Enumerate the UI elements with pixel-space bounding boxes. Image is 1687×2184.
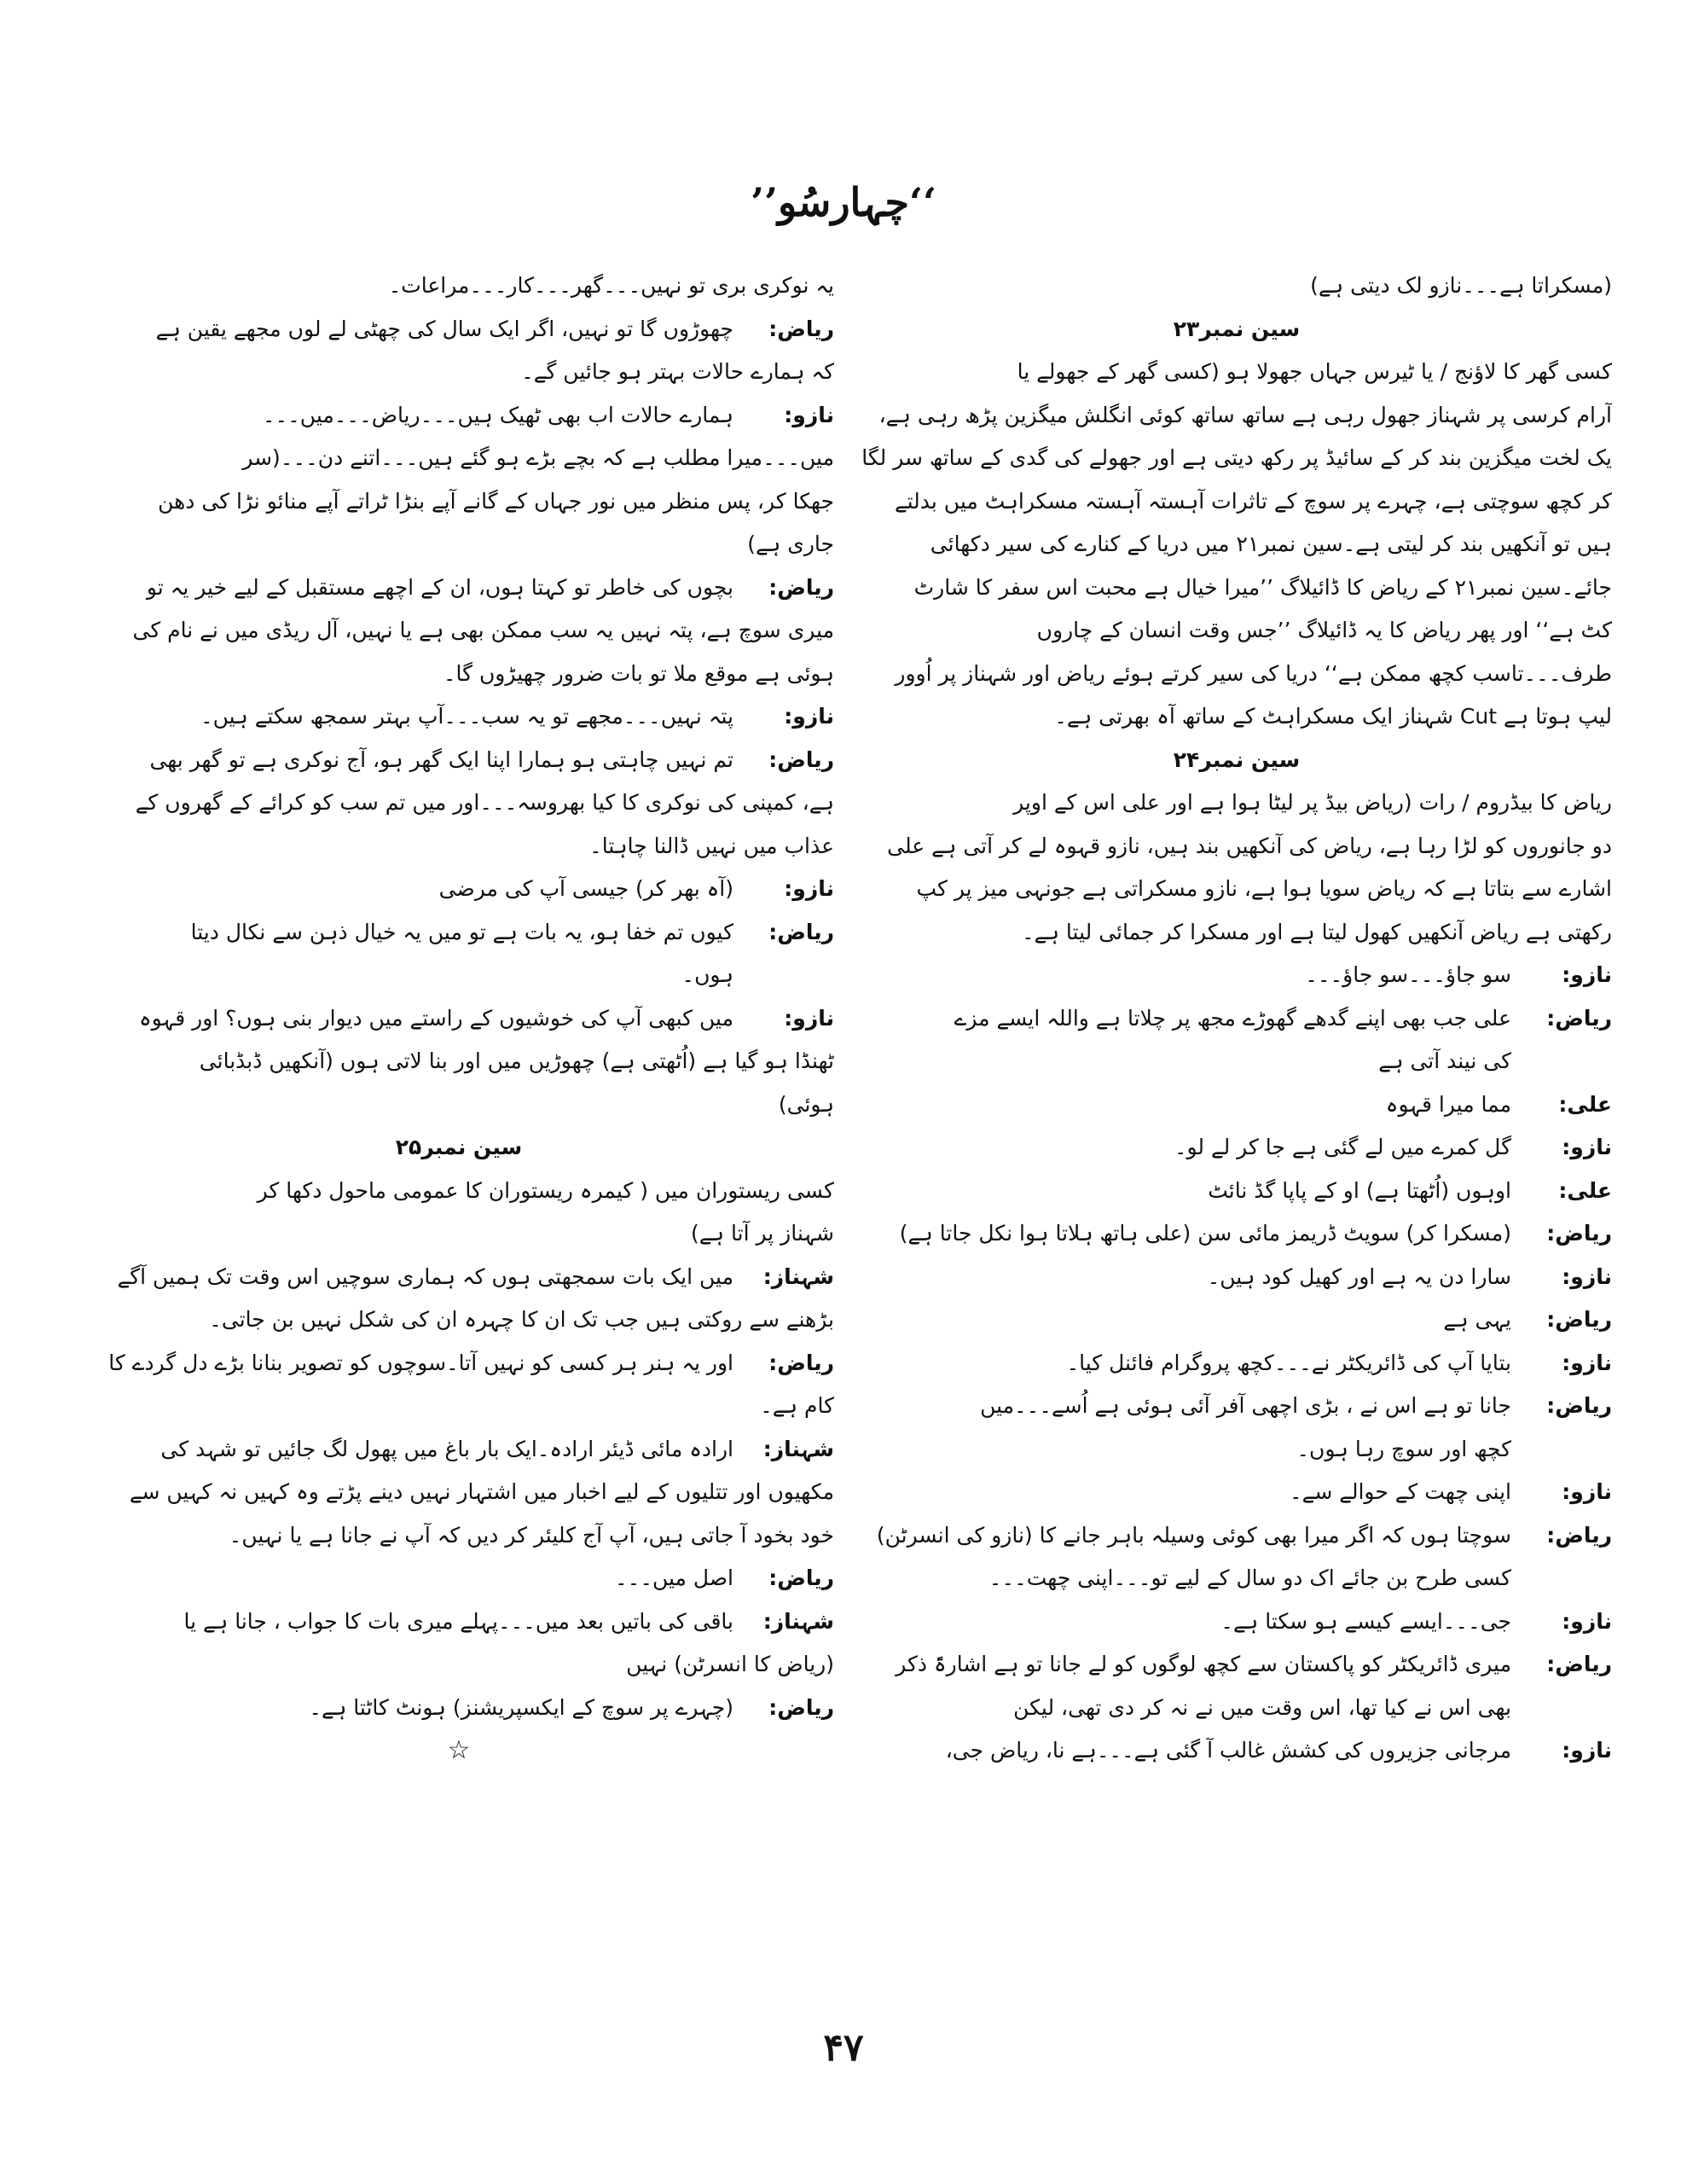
scene-heading: سین نمبر۲۳: [1173, 316, 1301, 341]
text-line: (ریاض کا انسرٹن) نہیں: [626, 1652, 834, 1676]
page-header-title: ’’چہارسُو‘‘: [751, 179, 936, 225]
dialogue-text: میں ایک بات سمجھتی ہوں کہ ہماری سوچیں اس وقت تک ہمیں آگے: [117, 1263, 733, 1289]
speaker-name: نازو:: [1562, 1479, 1612, 1504]
dialogue-text: مرجانی جزیروں کی کشش غالب آ گئی ہے۔۔۔ہے نا، ریاض جی،: [945, 1738, 1511, 1763]
text-line: یہ نوکری بری تو نہیں۔۔۔گھر۔۔۔کار۔۔۔مراعات۔: [388, 273, 834, 298]
text-line: یک لخت میگزین بند کر کے سائیڈ پر رکھ دیتی ہے اور جھولے کی گدی کے ساتھ سر لگا: [861, 445, 1612, 470]
text-line: ہوئی ہے موقع ملا تو بات ضرور چھیڑوں گا۔: [443, 660, 834, 686]
dialogue-text: اپنی چھت کے حوالے سے۔: [1290, 1479, 1511, 1504]
text-line: کہ ہمارے حالات بہتر ہو جائیں گے۔: [521, 359, 834, 384]
text-line: عذاب میں نہیں ڈالنا چاہتا۔: [589, 833, 834, 858]
speaker-name: نازو:: [784, 876, 834, 901]
dialogue-line: [84, 739, 834, 782]
dialogue-text: کیوں تم خفا ہو، یہ بات ہے تو میں یہ خیال ذہن سے نکال دیتا: [190, 919, 733, 944]
dialogue-text: تم نہیں چاہتی ہو ہمارا اپنا ایک گھر ہو، آج نوکری ہے تو گھر بھی: [149, 746, 733, 772]
speaker-name: ریاض:: [1546, 1522, 1612, 1548]
speaker-name: نازو:: [784, 1005, 834, 1031]
speaker-name: ریاض:: [768, 1565, 834, 1590]
dialogue-text: پتہ نہیں۔۔۔مجھے تو یہ سب۔۔۔آپ بہتر سمجھ سکتے ہیں۔: [200, 704, 733, 729]
dialogue-text: اور یہ ہنر ہر کسی کو نہیں آتا۔سوچوں کو تصویر بنانا بڑے دل گردے کا: [108, 1350, 733, 1375]
dialogue-line: [84, 997, 834, 1041]
dialogue-line: [84, 1600, 834, 1644]
speaker-name: ریاض:: [1546, 1307, 1612, 1332]
text-line: شہناز پر آتا ہے): [691, 1221, 834, 1246]
text-line: جاری ہے): [747, 531, 834, 556]
dialogue-line: [84, 1256, 834, 1299]
dialogue-text: بچوں کی خاطر تو کہتا ہوں، ان کے اچھے مستقبل کے لیے خیر یہ تو: [146, 574, 733, 600]
dialogue-line: [84, 566, 834, 610]
dialogue-text: میری ڈائریکٹر کو پاکستان سے کچھ لوگوں کو لے جانا تو ہے اشارۃً ذکر: [896, 1652, 1511, 1676]
text-line: کام ہے۔: [760, 1393, 834, 1418]
dialogue-text: (مسکرا کر) سویٹ ڈریمز مائی سن (علی ہاتھ ہلاتا ہوا نکل جاتا ہے): [899, 1221, 1511, 1246]
dialogue-text: اوہوں (اُٹھتا ہے) او کے پاپا گڈ نائٹ: [1208, 1177, 1511, 1203]
text-line: (مسکراتا ہے۔۔۔نازو لک دیتی ہے): [1310, 273, 1612, 298]
dialogue-line: [84, 394, 834, 438]
text-line: میں۔۔۔میرا مطلب ہے کہ بچے بڑے ہو گئے ہیں۔۔۔اتنے دن۔۔۔(سر: [242, 445, 834, 470]
text-line: ہوئی): [778, 1091, 834, 1117]
dialogue-line: [84, 1342, 834, 1385]
dialogue-text: علی جب بھی اپنے گدھے گھوڑے مجھ پر چلاتا ہے واللہ ایسے مزے: [954, 1005, 1511, 1031]
speaker-name: نازو:: [1562, 1738, 1612, 1763]
speaker-name: نازو:: [1562, 962, 1612, 987]
text-line: خود بخود آ جاتی ہیں، آپ آج کلیئر کر دیں کہ آپ نے جانا ہے یا نہیں۔: [229, 1522, 834, 1548]
text-line: اشارے سے بتاتا ہے کہ ریاض سویا ہوا ہے، نازو مسکراتی ہے جونہی میز پر کپ: [916, 876, 1612, 901]
dialogue-text: میں کبھی آپ کی خوشیوں کے راستے میں دیوار بنی ہوں؟ اور قہوہ: [139, 1005, 733, 1031]
text-line: ہے، کمپنی کی نوکری کا کیا بھروسہ۔۔۔اور میں تم سب کو کرائے کے گھروں کے: [135, 790, 834, 815]
dialogue-line: [84, 1557, 834, 1600]
dialogue-text: ہمارے حالات اب بھی ٹھیک ہیں۔۔۔ریاض۔۔۔میں۔۔۔: [262, 402, 733, 427]
dialogue-line: [861, 1729, 1612, 1773]
scene-heading: سین نمبر۲۴: [1173, 746, 1301, 772]
dialogue-continuation: کچھ اور سوچ رہا ہوں۔: [1296, 1436, 1511, 1461]
dialogue-text: گل کمرے میں لے گئی ہے جا کر لے لو۔: [1174, 1135, 1511, 1159]
text-line: کسی گھر کا لاؤنج / یا ٹیرس جہاں جھولا ہو (کسی گھر کے جھولے یا: [1017, 359, 1612, 384]
speaker-name: ریاض:: [768, 316, 834, 341]
text-line: کسی ریستوران میں ( کیمرہ ریستوران کا عمومی ماحول دکھا کر: [257, 1177, 834, 1203]
text-line: طرف۔۔۔تاسب کچھ ممکن ہے‘‘ دریا کی سیر کرتے ہوئے ریاض اور شہناز پر اُوور: [895, 660, 1612, 686]
dialogue-text: سو جاؤ۔۔۔سو جاؤ۔۔۔: [1305, 962, 1511, 987]
page-number: ۴۷: [823, 2026, 864, 2070]
text-line: کر کچھ سوچتی ہے، چہرے پر سوچ کے تاثرات آہستہ آہستہ مسکراہٹ میں بدلتے: [894, 488, 1612, 514]
speaker-name: نازو:: [1562, 1608, 1612, 1634]
dialogue-continuation: کسی طرح بن جائے اک دو سال کے لیے تو۔۔۔اپنی چھت۔۔۔: [988, 1565, 1511, 1590]
text-line: مکھیوں اور تتلیوں کے لیے اخبار میں اشتہار نہیں دینے پڑتے وہ کہیں نہ کہیں سے: [129, 1479, 834, 1504]
dialogue-line: [84, 695, 834, 739]
dialogue-line: [861, 1385, 1612, 1428]
text-line: ریاض کا بیڈروم / رات (ریاض بیڈ پر لیٹا ہوا ہے اور علی اس کے اوپر: [1013, 790, 1612, 815]
text-line: آرام کرسی پر شہناز جھول رہی ہے ساتھ ساتھ کوئی انگلش میگزین پڑھ رہی ہے،: [878, 402, 1612, 427]
dialogue-line: [861, 1298, 1612, 1342]
text-line: جائے۔سین نمبر۲۱ کے ریاض کا ڈائیلاگ ’’میرا خیال ہے محبت اس سفر کا شارٹ: [913, 574, 1612, 600]
dialogue-line: [861, 1600, 1612, 1644]
speaker-name: شہناز:: [762, 1436, 834, 1461]
dialogue-line: [84, 911, 834, 955]
left-column: [84, 264, 834, 1979]
dialogue-line: [861, 1643, 1612, 1687]
dialogue-line: [861, 1471, 1612, 1514]
speaker-name: ریاض:: [1546, 1005, 1612, 1031]
dialogue-text: سوچتا ہوں کہ اگر میرا بھی کوئی وسیلہ باہر جانے کا (نازو کی انسرٹن): [876, 1522, 1511, 1548]
text-line: رکھتی ہے ریاض آنکھیں کھول لیتا ہے اور مسکرا کر جمائی لیتا ہے۔: [1022, 919, 1612, 944]
text-line: ٹھنڈا ہو گیا ہے (اُٹھتی ہے) چھوڑیں میں اور بنا لاتی ہوں (آنکھیں ڈبڈبائی: [199, 1048, 834, 1073]
speaker-name: علی:: [1558, 1177, 1612, 1203]
dialogue-line: [84, 1687, 834, 1730]
dialogue-text: مما میرا قہوہ: [1385, 1091, 1511, 1117]
dialogue-line: [861, 1083, 1612, 1127]
dialogue-text: ارادہ مائی ڈیئر ارادہ۔ایک بار باغ میں پھول لگ جائیں تو شہد کی: [160, 1436, 733, 1461]
text-line: میری سوچ ہے، پتہ نہیں یہ سب ممکن بھی ہے یا نہیں، آل ریڈی میں نے نام کی: [132, 618, 834, 642]
speaker-name: نازو:: [784, 704, 834, 729]
dialogue-line: [861, 997, 1612, 1041]
end-star-icon: ☆: [447, 1735, 471, 1765]
text-line: کٹ ہے‘‘ اور پھر ریاض کا یہ ڈائیلاگ ’’جس وقت انسان کے چاروں: [1036, 618, 1612, 642]
speaker-name: ریاض:: [1546, 1393, 1612, 1418]
dialogue-text: بتایا آپ کی ڈائریکٹر نے۔۔۔کچھ پروگرام فائنل کیا۔: [1066, 1350, 1511, 1375]
speaker-name: ریاض:: [768, 746, 834, 772]
speaker-name: نازو:: [784, 402, 834, 427]
speaker-name: نازو:: [1562, 1135, 1612, 1159]
speaker-name: شہناز:: [762, 1263, 834, 1289]
dialogue-text: یہی ہے: [1443, 1307, 1511, 1332]
speaker-name: علی:: [1558, 1091, 1612, 1117]
dialogue-line: [861, 1212, 1612, 1256]
text-line: ہیں تو آنکھیں بند کر لیتی ہے۔سین نمبر۲۱ میں دریا کے کنارے کی سیر دکھائی: [930, 531, 1612, 556]
text-line: دو جانوروں کو لڑا رہا ہے، ریاض کی آنکھیں بند ہیں، نازو قہوہ لے کر آتی ہے علی: [887, 833, 1612, 858]
dialogue-continuation: بھی اس نے کیا تھا، اس وقت میں نے نہ کر دی تھی، لیکن: [1013, 1694, 1511, 1720]
speaker-name: ریاض:: [768, 1350, 834, 1375]
dialogue-line: [861, 954, 1612, 997]
dialogue-line: [861, 1256, 1612, 1299]
dialogue-text: (چہرے پر سوچ کے ایکسپریشنز) ہونٹ کاٹتا ہے۔: [309, 1694, 733, 1720]
dialogue-text: چھوڑوں گا تو نہیں، اگر ایک سال کی چھٹی لے لوں مجھے یقین ہے: [155, 316, 733, 341]
dialogue-text: جی۔۔۔ایسے کیسے ہو سکتا ہے۔: [1220, 1608, 1511, 1634]
dialogue-text: (آہ بھر کر) جیسی آپ کی مرضی: [438, 876, 733, 901]
dialogue-line: [861, 1170, 1612, 1213]
speaker-name: نازو:: [1562, 1263, 1612, 1289]
dialogue-continuation: کی نیند آتی ہے: [1378, 1048, 1511, 1073]
dialogue-line: [84, 1428, 834, 1472]
dialogue-line: [861, 1126, 1612, 1170]
text-line: لیپ ہوتا ہے Cut شہناز ایک مسکراہٹ کے ساتھ آہ بھرتی ہے۔: [1054, 704, 1612, 729]
dialogue-continuation: ہوں۔: [681, 962, 733, 987]
dialogue-line: [84, 868, 834, 911]
speaker-name: نازو:: [1562, 1350, 1612, 1375]
dialogue-text: سارا دن یہ ہے اور کھیل کود ہیں۔: [1207, 1263, 1511, 1289]
dialogue-text: اصل میں۔۔۔: [615, 1565, 733, 1590]
speaker-name: ریاض:: [768, 574, 834, 600]
speaker-name: ریاض:: [1546, 1652, 1612, 1676]
speaker-name: ریاض:: [768, 1694, 834, 1720]
dialogue-text: باقی کی باتیں بعد میں۔۔۔پہلے میری بات کا جواب ، جانا ہے یا: [183, 1608, 733, 1634]
scene-heading: سین نمبر۲۵: [395, 1135, 523, 1159]
right-column: [861, 264, 1612, 1979]
dialogue-text: جانا تو ہے اس نے ، بڑی اچھی آفر آئی ہوئی ہے اُسے۔۔۔میں: [980, 1393, 1511, 1418]
text-line: بڑھنے سے روکتی ہیں جب تک ان کا چہرہ ان کی شکل نہیں بن جاتی۔: [209, 1307, 834, 1332]
speaker-name: ریاض:: [1546, 1221, 1612, 1246]
speaker-name: ریاض:: [768, 919, 834, 944]
dialogue-line: [861, 1514, 1612, 1558]
dialogue-line: [861, 1342, 1612, 1385]
dialogue-line: [84, 308, 834, 351]
text-line: جھکا کر، پس منظر میں نور جہاں کے گانے آپے بنڑا ٹراتے آپے منائو نڑا کی دھن: [158, 488, 834, 514]
speaker-name: شہناز:: [762, 1608, 834, 1634]
